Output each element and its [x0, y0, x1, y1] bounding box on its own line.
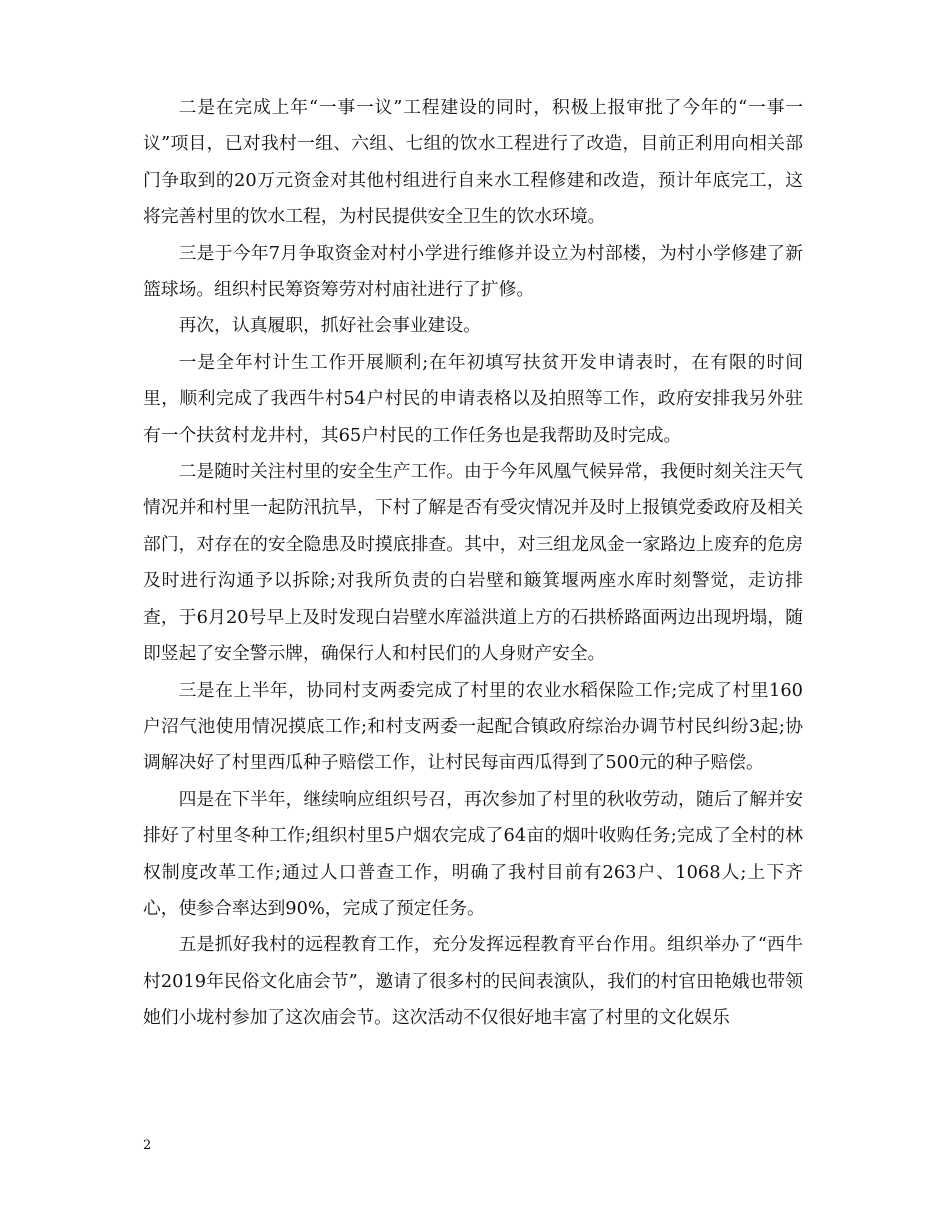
paragraph-water-project: 二是在完成上年“一事一议”工程建设的同时，积极上报审批了今年的“一事一议”项目，已对我村一组、六组、七组的饮水工程进行了改造，目前正利用向相关部门争取到的20万元资金对其他村组进行自来水工程修建和改造，预计年底完工，这将完善村里的饮水工程，为村民提供安全卫生的饮水环境。 — [143, 97, 803, 228]
paragraph-first-half-year: 三是在上半年，协同村支两委完成了村里的农业水稻保险工作;完成了村里160户沼气池使用情况摸底工作;和村支两委一起配合镇政府综治办调节村民纠纷3起;协调解决好了村里西瓜种子赔偿工作，让村民每亩西瓜得到了500元的种子赔偿。 — [143, 679, 803, 774]
page-number: 2 — [143, 1138, 152, 1153]
paragraph-social-affairs-heading: 再次，认真履职，抓好社会事业建设。 — [178, 315, 481, 337]
paragraph-school-repair: 三是于今年7月争取资金对村小学进行维修并设立为村部楼，为村小学修建了新篮球场。组织村民筹资筹劳对村庙社进行了扩修。 — [143, 242, 803, 301]
paragraph-family-planning: 一是全年村计生工作开展顺利;在年初填写扶贫开发申请表时，在有限的时间里，顺利完成了我西牛村54户村民的申请表格以及拍照等工作，政府安排我另外驻有一个扶贫村龙井村，其65户村民的工作任务也是我帮助及时完成。 — [143, 351, 803, 446]
paragraph-second-half-year: 四是在下半年，继续响应组织号召，再次参加了村里的秋收劳动，随后了解并安排好了村里冬种工作;组织村里5户烟农完成了64亩的烟叶收购任务;完成了全村的林权制度改革工作;通过人口普查工作，明确了我村目前有263户、1068人;上下齐心，使参合率达到90%，完成了预定任务。 — [143, 788, 803, 919]
paragraph-safety-production: 二是随时关注村里的安全生产工作。由于今年风凰气候异常，我便时刻关注天气情况并和村里一起防汛抗旱，下村了解是否有受灾情况并及时上报镇党委政府及相关部门，对存在的安全隐患及时摸底排查。其中，对三组龙凤金一家路边上废弃的危房及时进行沟通予以拆除;对我所负责的白岩壁和簸箕堰两座水库时刻警觉，走访排查，于6月20号早上及时发现白岩壁水库溢洪道上方的石拱桥路面两边出现坍塌，随即竖起了安全警示牌，确保行人和村民们的人身财产安全。 — [143, 461, 803, 665]
document-body — [143, 90, 803, 1037]
paragraph-remote-education: 五是抓好我村的远程教育工作，充分发挥远程教育平台作用。组织举办了“西牛村2019年民俗文化庙会节”，邀请了很多村的民间表演队，我们的村官田艳娥也带领她们小垅村参加了这次庙会节。这次活动不仅很好地丰富了村里的文化娱乐 — [143, 934, 803, 1029]
